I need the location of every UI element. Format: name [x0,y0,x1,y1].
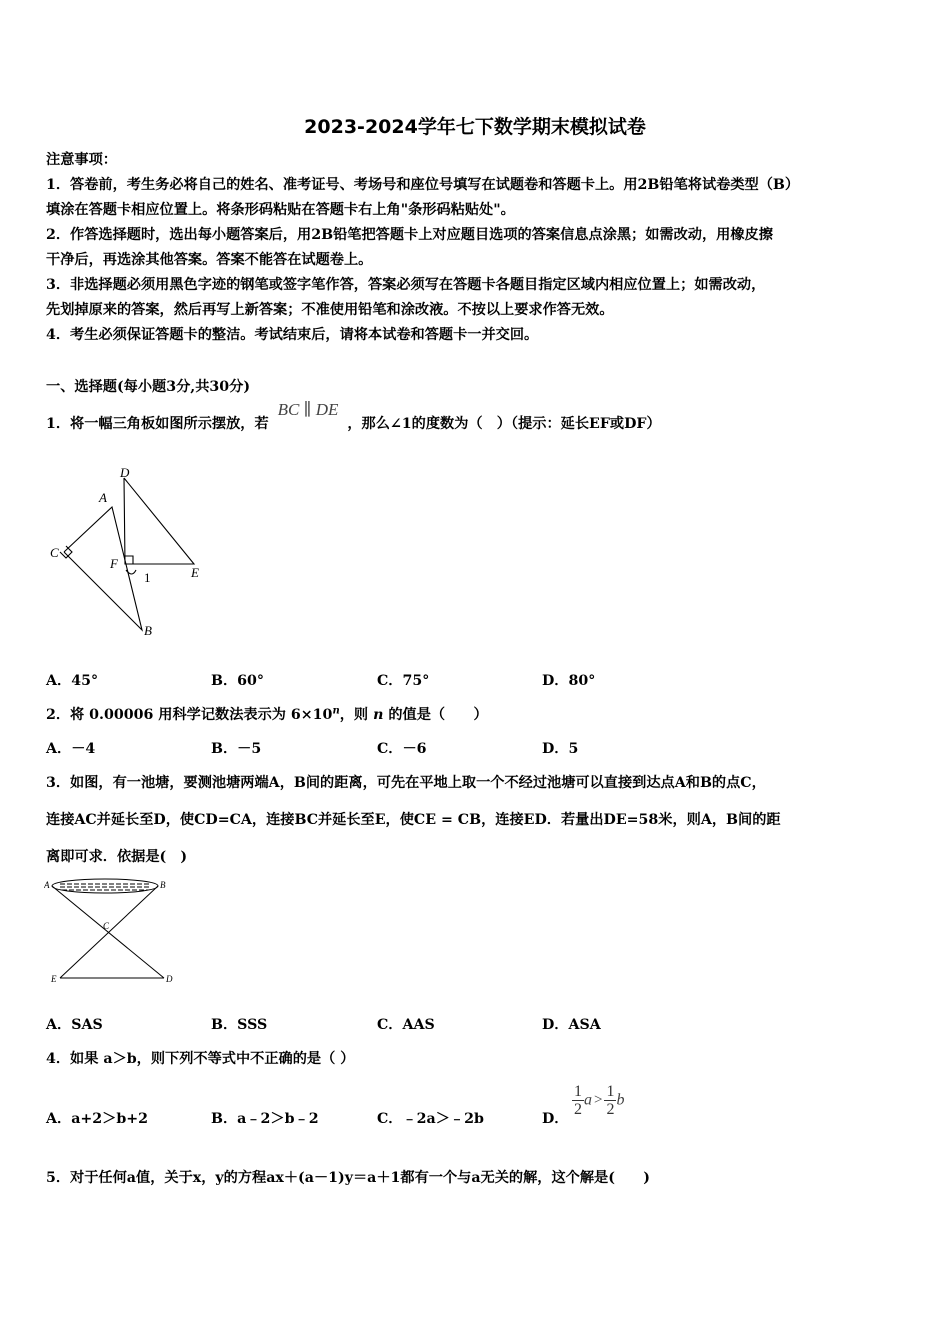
right-angle-mark-f [125,556,133,564]
question-1-stem [46,400,661,433]
section-heading: 一、选择题(每小题3分,共30分) [46,379,251,395]
question-4-option-a[interactable]: A．a+2＞b+2 [46,1111,149,1127]
question-2-part3: 的值是（ ） [388,707,488,723]
notice-line: 1．答卷前，考生务必将自己的姓名、准考证号、考场号和座位号填写在试题卷和答题卡上。用2B铅笔将试卷类型（B） [46,177,800,193]
question-4-option-d[interactable]: D． [542,1111,569,1127]
question-1-figure [46,460,216,640]
fraction-half: $\frac{1}{2}$ [606,1083,615,1118]
label-a: A [44,880,50,890]
label-a: A [99,490,107,505]
question-2-part2: ，则 [339,707,369,723]
question-4-option-d-formula: $\frac{1}{2}$ a > $\frac{1}{2}$ b [574,1083,625,1118]
question-1-option-d[interactable]: D．80° [542,673,596,689]
pond-ellipse [52,879,158,893]
fraction-half: $\frac{1}{2}$ [574,1083,582,1118]
label-e: E [191,565,199,580]
triangle-dfe [124,478,194,564]
question-3-option-d[interactable]: D．ASA [542,1017,601,1033]
question-2-option-b[interactable]: B．－5 [211,741,262,757]
line-ad [52,886,164,978]
label-d: D [166,974,173,984]
notice-line: 2．作答选择题时，选出每小题答案后，用2B铅笔把答题卡上对应题目选项的答案信息点涂黑；如需改动，用橡皮擦 [46,227,773,243]
question-1-suffix: ，那么∠1的度数为（ ）（提示：延长EF或DF） [347,416,661,432]
label-e: E [51,974,57,984]
question-1-option-a[interactable]: A．45° [46,673,99,689]
notice-line: 4．考生必须保证答题卡的整洁。考试结束后，请将本试卷和答题卡一并交回。 [46,327,539,343]
question-1-prefix: 1．将一幅三角板如图所示摆放，若 [46,416,269,432]
line-be [60,886,158,978]
question-3-line-3: 离即可求．依据是( ) [46,849,188,865]
question-3-line-1: 3．如图，有一池塘，要测池塘两端A，B间的距离，可先在平地上取一个不经过池塘可以直接到达点A和B的点C， [46,775,766,791]
question-1-option-c[interactable]: C．75° [377,673,430,689]
question-1-option-b[interactable]: B．60° [211,673,265,689]
question-2-part1: 2．将 0.00006 用科学记数法表示为 6×10 [46,707,333,723]
notice-line: 3．非选择题必须用黑色字迹的钢笔或签字笔作答，答案必须写在答题卡各题目指定区域内相应位置上；如需改动， [46,277,766,293]
label-f: F [110,556,118,571]
question-4-stem: 4．如果 a＞b，则下列不等式中不正确的是（ ） [46,1051,355,1067]
notice-line: 填涂在答题卡相应位置上。将条形码粘贴在答题卡右上角"条形码粘贴处"。 [46,202,515,218]
question-2-option-d[interactable]: D．5 [542,741,579,757]
question-3-option-a[interactable]: A．SAS [46,1017,103,1033]
label-b: B [160,880,166,890]
label-c: C [103,921,110,931]
label-c: C [50,545,59,560]
question-4-option-b[interactable]: B．a﹣2＞b﹣2 [211,1111,319,1127]
triangle-acb [64,507,142,630]
label-angle-1: 1 [144,570,151,585]
question-2-exponent: n [332,705,340,717]
label-b: B [144,623,152,638]
right-angle-mark-c [60,546,72,558]
question-2-variable: n [373,707,384,723]
question-2-option-c[interactable]: C．－6 [377,741,427,757]
notice-line: 干净后，再选涂其他答案。答案不能答在试题卷上。 [46,252,373,268]
question-3-line-2: 连接AC并延长至D，使CD=CA，连接BC并延长至E，使CE = CB，连接ED．若量出DE=58米，则A，B间的距 [46,812,781,828]
question-2-option-a[interactable]: A．－4 [46,741,96,757]
question-3-figure [44,874,184,990]
question-4-option-c[interactable]: C．﹣2a＞﹣2b [377,1111,484,1127]
question-1-formula: BC ∥ DE [277,400,339,419]
page-title: 2023-2024学年七下数学期末模拟试卷 [304,116,646,138]
notice-heading: 注意事项： [46,152,117,168]
question-5-stem: 5．对于任何a值，关于x，y的方程ax＋(a－1)y＝a＋1都有一个与a无关的解，这个解是( ) [46,1170,651,1186]
label-d: D [120,465,130,480]
question-3-option-b[interactable]: B．SSS [211,1017,268,1033]
notice-line: 先划掉原来的答案，然后再写上新答案；不准使用铅笔和涂改液。不按以上要求作答无效。 [46,302,614,318]
question-3-option-c[interactable]: C．AAS [377,1017,435,1033]
question-2-stem [46,704,488,724]
